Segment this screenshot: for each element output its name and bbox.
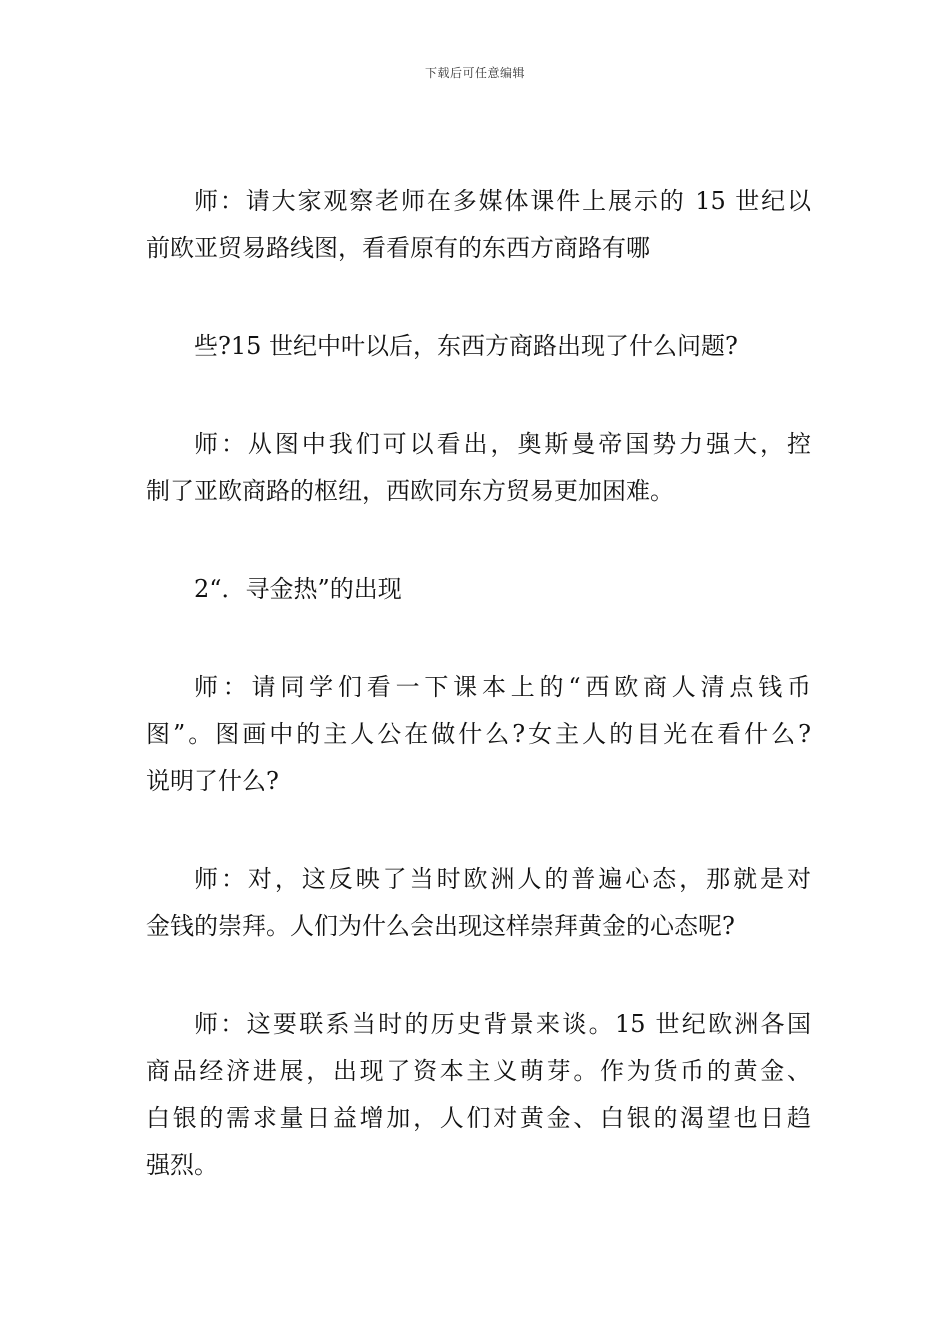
document-body [146,178,811,1189]
paragraph-line: 师：请大家观察老师在多媒体课件上展示的 15 世纪以 [194,187,811,215]
paragraph-6 [146,856,811,950]
paragraph-line: 强烈。 [146,1151,218,1179]
section-heading-text: 2“．寻金热”的出现 [194,575,402,603]
paragraph-3 [146,421,811,515]
section-heading [146,566,811,613]
paragraph-line: 图”。图画中的主人公在做什么?女主人的目光在看什么? [146,720,811,748]
paragraph-line: 师：这要联系当时的历史背景来谈。15 世纪欧洲各国 [194,1010,811,1038]
paragraph-2 [146,323,811,370]
paragraph-1 [146,178,811,272]
paragraph-line: 说明了什么? [146,767,279,795]
paragraph-line: 白银的需求量日益增加，人们对黄金、白银的渴望也日趋 [146,1104,811,1132]
paragraph-line: 师：请同学们看一下课本上的“西欧商人清点钱币 [194,673,811,701]
paragraph-5 [146,664,811,805]
paragraph-line: 前欧亚贸易路线图，看看原有的东西方商路有哪 [146,234,650,262]
paragraph-line: 师：从图中我们可以看出，奥斯曼帝国势力强大，控 [194,430,811,458]
paragraph-line: 师：对，这反映了当时欧洲人的普遍心态，那就是对 [194,865,811,893]
paragraph-line: 金钱的崇拜。人们为什么会出现这样崇拜黄金的心态呢? [146,912,735,940]
paragraph-line: 些?15 世纪中叶以后，东西方商路出现了什么问题? [194,332,738,360]
paragraph-line: 商品经济进展，出现了资本主义萌芽。作为货币的黄金、 [146,1057,811,1085]
paragraph-line: 制了亚欧商路的枢纽，西欧同东方贸易更加困难。 [146,477,674,505]
page-header: 下载后可任意编辑 [424,66,525,80]
paragraph-7 [146,1001,811,1189]
